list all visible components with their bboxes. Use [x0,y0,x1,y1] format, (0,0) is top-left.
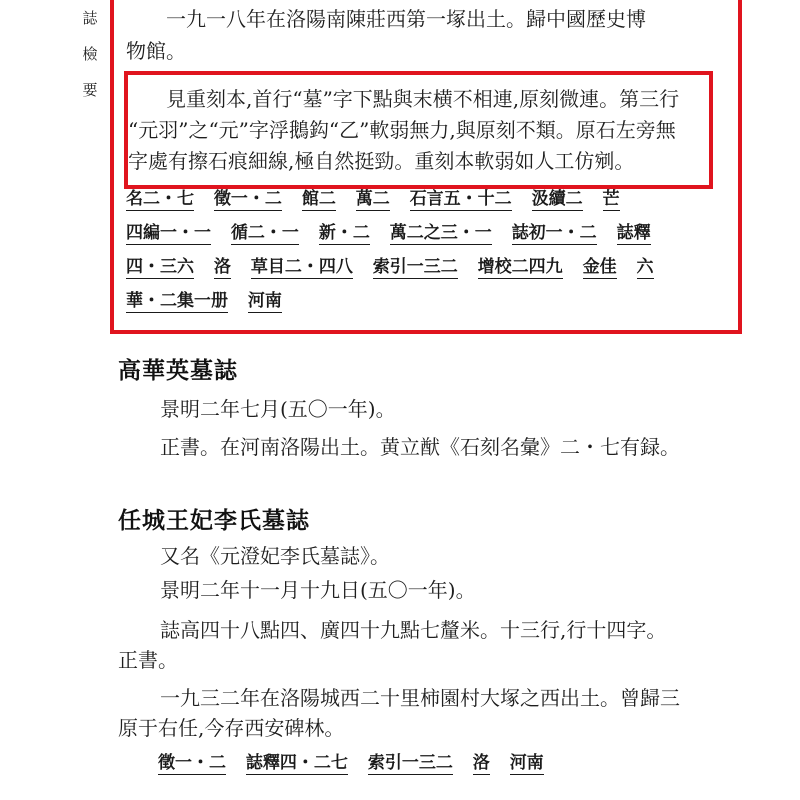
ref-item: 四・三六 [126,257,194,277]
entry3-discovery-line-1: 一九三二年在洛陽城西二十里柿園村大塚之西出土。曾歸三 [160,686,680,710]
entry3-ref-row [158,746,558,780]
ref-item: 汲續二 [531,189,583,209]
entry3-discovery-line-2: 原于右任,今存西安碑林。 [118,716,345,740]
entry2-title: 高華英墓誌 [118,357,238,384]
ref-item: 草目二・四八 [250,257,353,277]
ref-item: 金佳 [582,257,617,277]
ref-item: 石言五・十二 [409,189,512,209]
ref-item: 六 [636,257,654,277]
ref-item: 萬二 [355,189,390,209]
ref-item: 新・二 [318,223,370,243]
ref-item: 洛 [213,257,231,277]
entry1-note-line-3: 字處有擦石痕細線,極自然挺勁。重刻本軟弱如人工仿剜。 [128,149,635,173]
ref-item: 索引一三二 [367,753,453,773]
ref-item: 索引一三二 [372,257,458,277]
side-label-char-3: 要 [82,81,98,99]
entry3-date: 景明二年十一月十九日(五〇一年)。 [160,578,476,602]
ref-item: 萬二之三・一 [389,223,492,243]
ref-item: 河南 [247,291,282,311]
ref-item: 徵一・二 [213,189,282,209]
entry1-note-line-2: “元羽”之“元”字浮鵝鈎“乙”軟弱無力,與原刻不類。原石左旁無 [128,118,676,142]
entry2-script: 正書。在河南洛陽出土。黄立猷《石刻名彙》二・七有録。 [160,435,680,459]
ref-item: 河南 [509,753,544,773]
ref-item: 華・二集一册 [126,291,228,311]
ref-item: 館二 [301,189,336,209]
entry3-title: 任城王妃李氏墓誌 [118,507,310,534]
side-label-char-2: 檢 [82,45,98,63]
entry3-dims-line-1: 誌高四十八點四、廣四十九點七釐米。十三行,行十四字。 [160,618,667,642]
entry2-date: 景明二年七月(五〇一年)。 [160,397,396,421]
entry3-alias: 又名《元澄妃李氏墓誌》。 [160,544,390,568]
ref-item: 徵一・二 [158,753,226,773]
ref-item: 四編一・一 [126,223,211,243]
ref-item: 誌釋 [616,223,651,243]
ref-item: 誌初一・二 [511,223,597,243]
entry1-discovery-line-1: 一九一八年在洛陽南陳莊西第一塚出土。歸中國歷史博 [166,7,646,31]
ref-item: 誌釋四・二七 [245,753,348,773]
side-label-char-1: 誌 [82,9,98,27]
ref-item: 洛 [472,753,490,773]
ref-item: 循二・一 [230,223,299,243]
entry3-dims-line-2: 正書。 [118,648,178,672]
ref-item: 名二・七 [126,189,194,209]
entry1-note-line-1: 見重刻本,首行“墓”字下點與末横不相連,原刻微連。第三行 [166,87,680,111]
ref-item: 芒 [602,189,620,209]
highlight-box-inner [124,71,713,189]
ref-item: 增校二四九 [477,257,563,277]
entry1-discovery-line-2: 物館。 [126,39,186,63]
